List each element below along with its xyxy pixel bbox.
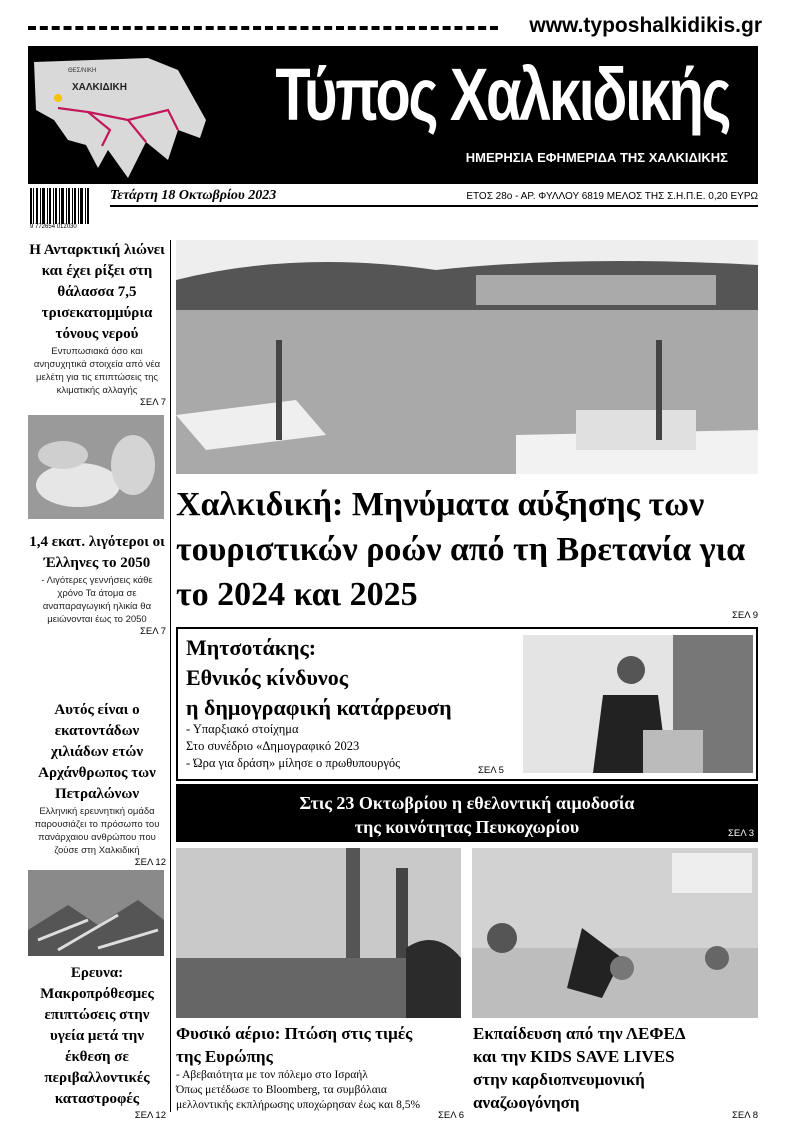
page-ref: ΣΕΛ 7	[140, 397, 166, 408]
issue-info: ΕΤΟΣ 28ο - ΑΡ. ΦΥΛΛΟΥ 6819 ΜΕΛΟΣ ΤΗΣ Σ.Η.Π.Ε. 0,20 ΕΥΡΩ	[466, 191, 758, 202]
page-ref: ΣΕΛ 12	[134, 857, 166, 868]
cpr-headline	[473, 1022, 758, 1114]
gas-headline-line1: Φυσικό αέριο: Πτώση στις τιμές	[176, 1024, 413, 1043]
box-text-line1: - Υπαρξιακό στοίχημα	[186, 722, 299, 736]
gas-subtext	[176, 1068, 466, 1113]
masthead	[28, 46, 758, 184]
issue-date: Τετάρτη 18 Οκτωβρίου 2023	[110, 188, 277, 203]
sidebar-story-petralona[interactable]	[28, 700, 166, 868]
band-line1: Στις 23 Οκτωβρίου η εθελοντική αιμοδοσία	[299, 793, 635, 813]
box-text-line2: Στο συνέδριο «Δημογραφικό 2023	[186, 739, 360, 753]
gas-plant-photo	[176, 848, 461, 1018]
sidebar-headline: 1,4 εκατ. λιγότεροι οι Έλληνες το 2050	[29, 534, 165, 571]
page-ref: ΣΕΛ 12	[134, 1110, 166, 1121]
newspaper-title: Τύπος Χαλκιδικής	[275, 53, 730, 136]
cpr-headline-line1: Εκπαίδευση από την ΛΕΦΕΔ	[473, 1024, 686, 1043]
sidebar-story-research[interactable]	[28, 963, 166, 1121]
gas-text-line3: μελλοντικής εκπλήρωσης υποχώρησαν έως και 8,5%	[176, 1099, 421, 1111]
sidebar-story-population[interactable]	[28, 532, 166, 637]
gas-text-line2: Όπως μετέδωσε το Bloomberg, τα συμβόλαια	[176, 1084, 387, 1096]
main-headline: Χαλκιδική: Μηνύματα αύξησης των τουριστικών ροών από τη Βρετανία για το 2024 και 2025	[176, 486, 746, 613]
chalkidiki-map-image	[28, 50, 213, 182]
band-headline	[176, 791, 758, 839]
page-ref: ΣΕΛ 8	[732, 1110, 758, 1121]
barcode-image	[30, 188, 90, 224]
top-dashed-rule	[28, 26, 498, 30]
page-ref: ΣΕΛ 6	[438, 1110, 464, 1121]
header-rule	[110, 205, 758, 207]
box-headline-line1: Μητσοτάκης:	[186, 635, 317, 660]
newspaper-subtitle: ΗΜΕΡΗΣΙΑ ΕΦΗΜΕΡΙΔΑ ΤΗΣ ΧΑΛΚΙΔΙΚΗΣ	[465, 150, 728, 165]
mitsotakis-photo	[523, 635, 753, 773]
cpr-training-photo	[472, 848, 758, 1018]
page-ref: ΣΕΛ 5	[478, 765, 504, 776]
sidebar-headline: Ερευνα: Μακροπρόθεσμες επιπτώσεις στην υγεία μετά την έκθεση σε περιβαλλοντικές καταστροφές	[40, 965, 154, 1107]
blood-donation-band[interactable]	[176, 784, 758, 842]
sidebar-headline: Αυτός είναι ο εκατοντάδων χιλιάδων ετών Αρχάνθρωπος των Πετραλώνων	[38, 702, 156, 802]
box-headline-line3: η δημογραφική κατάρρευση	[186, 695, 452, 720]
disaster-rubble-photo	[28, 870, 164, 956]
harbor-boats-photo	[176, 240, 758, 474]
cpr-story[interactable]	[473, 1022, 758, 1114]
gas-text-line1: - Αβεβαιότητα με τον πόλεμο στο Ισραήλ	[176, 1069, 368, 1081]
sidebar-subtext: Εντυπωσιακά όσο και ανησυχητικά στοιχεία από νέα μελέτη για τις επιπτώσεις της κλιματικής αλλαγής	[33, 346, 161, 396]
box-text-line3: - Ώρα για δράση» μίλησε ο πρωθυπουργός	[186, 756, 401, 770]
gas-headline-line2: της Ευρώπης	[176, 1047, 273, 1066]
barcode-number: 9 772654 012030	[30, 224, 77, 230]
page-ref: ΣΕΛ 3	[728, 828, 754, 839]
map-label-thessaloniki: ΘΕΣ/ΝΙΚΗ	[68, 68, 97, 74]
column-divider	[170, 240, 171, 1112]
main-page-ref: ΣΕΛ 9	[732, 610, 758, 621]
box-headline-line2: Εθνικός κίνδυνος	[186, 665, 348, 690]
cpr-headline-line3: στην καρδιοπνευμονική	[473, 1070, 645, 1089]
band-line2: της κοινότητας Πευκοχωρίου	[354, 817, 580, 837]
sidebar-subtext: Ελληνική ερευνητική ομάδα παρουσιάζει το πρόσωπο του πανάρχαιου ανθρώπου που ζούσε στη Χαλκιδική	[34, 806, 160, 856]
sidebar-headline: Η Ανταρκτική λιώνει και έχει ρίξει στη θάλασσα 7,5 τρισεκατομμύρια τόνους νερού	[29, 242, 165, 342]
cpr-headline-line4: αναζωογόνηση	[473, 1093, 580, 1112]
sidebar-story-antarctica[interactable]	[28, 240, 166, 408]
website-link[interactable]: www.typoshalkidikis.gr	[529, 14, 762, 37]
gas-price-story[interactable]	[176, 1022, 466, 1113]
page-ref: ΣΕΛ 7	[140, 626, 166, 637]
map-label-chalkidiki: ΧΑΛΚΙΔΙΚΗ	[72, 82, 127, 93]
baby-feet-photo	[28, 415, 164, 519]
cpr-headline-line2: και την KIDS SAVE LIVES	[473, 1047, 675, 1066]
box-headline	[186, 633, 452, 723]
gas-headline	[176, 1022, 466, 1068]
box-subtext	[186, 721, 400, 772]
main-story[interactable]	[176, 482, 761, 617]
mitsotakis-story-box[interactable]	[176, 627, 758, 781]
sidebar-subtext: - Λιγότερες γεννήσεις κάθε χρόνο Τα άτομα σε αναπαραγωγική ηλικία θα μειώνονται έως το 2050	[41, 575, 153, 625]
